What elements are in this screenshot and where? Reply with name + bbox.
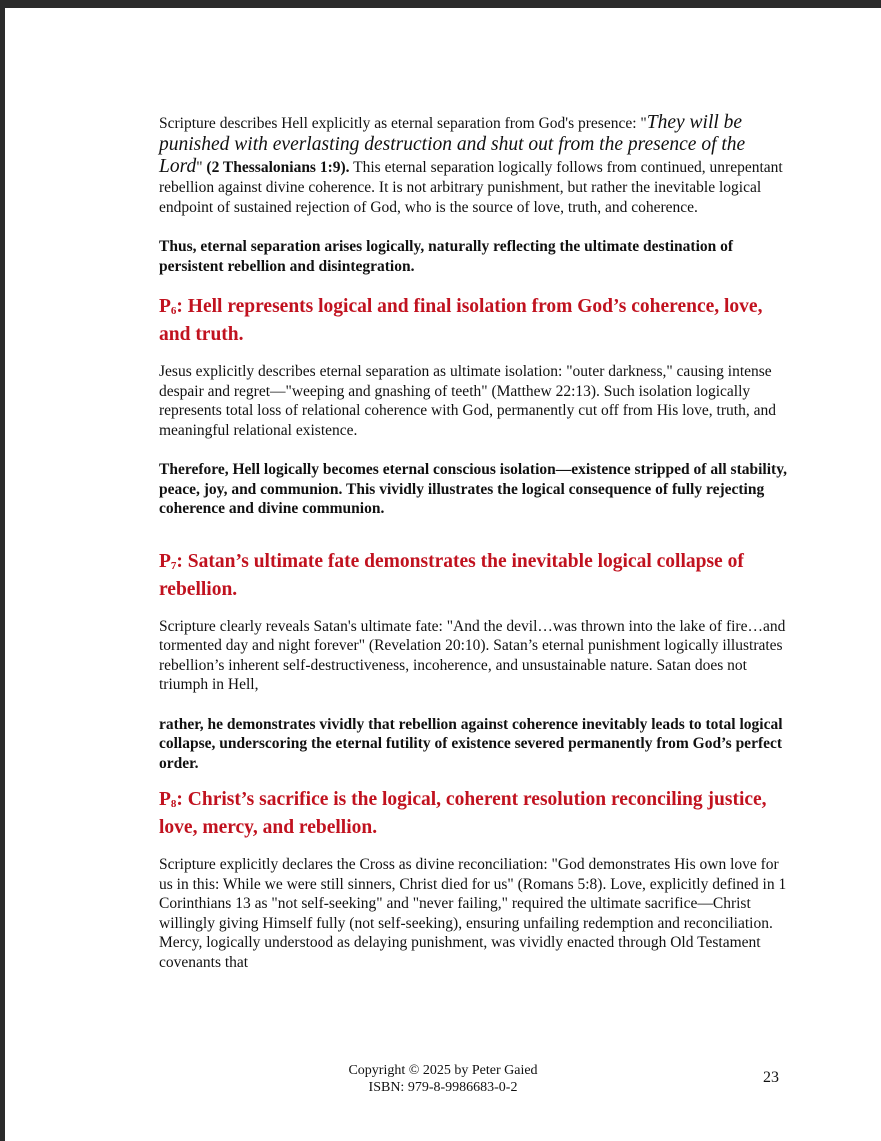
isbn-line: ISBN: 979-8-9986683-0-2 (368, 1080, 518, 1095)
paragraph-thessalonians (159, 112, 789, 217)
heading-p6: $P_6$: Hell represents logical and final isolation from God’s coherence, love, and truth. (159, 296, 763, 345)
page-number: 23 (763, 1069, 779, 1086)
conclusion-paragraph-3: rather, he demonstrates vividly that rebellion against coherence inevitably leads to total logical collapse, underscoring the eternal futility of existence severed permanently from God’s perfect order. (159, 715, 783, 772)
heading-p8: $P_8$: Christ’s sacrifice is the logical, coherent resolution reconciling justice, love, mercy, and rebellion. (159, 789, 767, 838)
heading-p7: $P_7$: Satan’s ultimate fate demonstrates the inevitable logical collapse of rebellion. (159, 550, 744, 600)
scripture-reference: (2 Thessalonians 1:9). (202, 159, 350, 176)
page-content (159, 112, 789, 972)
paragraph-rest: This eternal separation logically follows from continued, unrepentant rebellion against divine coherence. It is not arbitrary punishment, but rather the inevitable logical endpoint of sustained rejection of God, who is the source of love, truth, and coherence. (159, 159, 783, 216)
copyright-line: Copyright © 2025 by Peter Gaied (348, 1063, 538, 1078)
paragraph-revelation: Scripture clearly reveals Satan's ultimate fate: "And the devil…was thrown into the lake of fire…and tormented day and night forever" (Revelation 20:10). Satan’s eternal punishment logically illustrates rebellion’s inherent self-destructiveness, incoherence, and unsustainable nature. Satan does not triumph in Hell, (159, 617, 786, 693)
conclusion-paragraph-1: Thus, eternal separation arises logically, naturally reflecting the ultimate destination of persistent rebellion and disintegration. (159, 238, 734, 275)
paragraph-lead: Scripture describes Hell explicitly as eternal separation from God's presence: " (159, 115, 647, 132)
page-footer (5, 1062, 881, 1096)
quote-close: " (196, 159, 203, 176)
scripture-quote: They will be punished with everlasting destruction and shut out from the presence of the Lord (159, 112, 746, 177)
paragraph-romans: Scripture explicitly declares the Cross as divine reconciliation: "God demonstrates His own love for us in this: While we were still sinners, Christ died for us" (Romans 5:8). Love, explicitly defined in 1 Corinthians 13 as "not self-seeking" and "never failing," required the ultimate sacrifice—Christ willingly giving Himself fully (not self-seeking), ensuring unfailing redemption and reconciliation. Mercy, logically understood as delaying punishment, was vividly enacted through Old Testament covenants that (159, 856, 787, 971)
document-page (5, 8, 881, 1141)
conclusion-paragraph-2: Therefore, Hell logically becomes eternal conscious isolation—existence stripped of all stability, peace, joy, and communion. This vividly illustrates the logical consequence of fully rejecting coherence and divine communion. (159, 461, 787, 517)
paragraph-matthew: Jesus explicitly describes eternal separation as ultimate isolation: "outer darkness," causing intense despair and regret—"weeping and gnashing of teeth" (Matthew 22:13). Such isolation logically represents total loss of relational coherence with God, permanently cut off from His love, truth, and meaningful relational existence. (159, 363, 776, 439)
